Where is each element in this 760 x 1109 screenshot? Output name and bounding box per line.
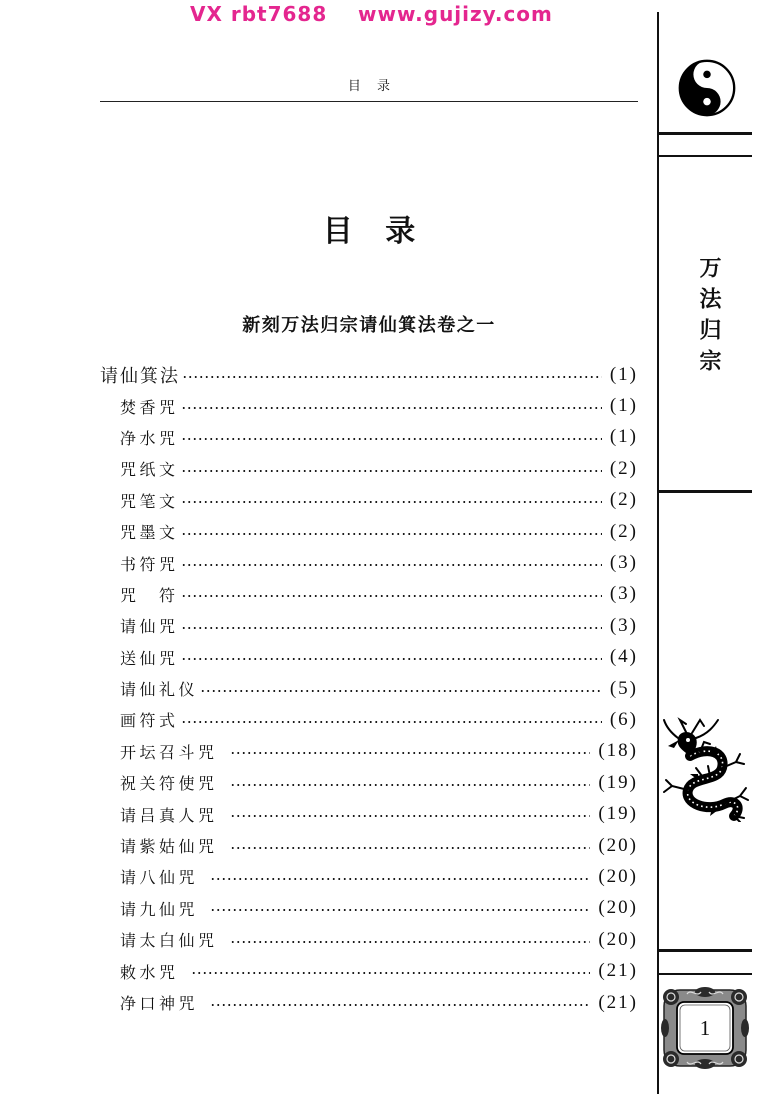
toc-entry-page: (20) bbox=[598, 928, 638, 950]
toc-entry bbox=[100, 924, 636, 955]
toc-entry-label: 请吕真人咒 bbox=[120, 805, 218, 825]
dot-leader bbox=[181, 594, 602, 598]
toc-entry bbox=[100, 955, 636, 986]
dot-leader bbox=[210, 877, 590, 881]
toc-entry bbox=[100, 547, 636, 578]
toc-entry-page: (2) bbox=[609, 489, 638, 511]
toc-entry-page: (2) bbox=[609, 457, 638, 479]
toc-entry-label: 咒墨文 bbox=[120, 523, 179, 543]
panel-divider bbox=[658, 490, 752, 493]
dot-leader bbox=[210, 1003, 590, 1007]
toc-entry-page: (1) bbox=[609, 395, 638, 417]
toc-entry bbox=[100, 830, 636, 861]
panel-divider bbox=[658, 132, 752, 135]
page-title: 目 录 bbox=[322, 214, 427, 249]
toc-entry-page: (3) bbox=[609, 583, 638, 605]
dot-leader bbox=[181, 532, 602, 536]
toc-entry-label: 敕水咒 bbox=[120, 962, 179, 982]
toc-entry-page: (1) bbox=[609, 363, 638, 385]
toc-entry-page: (3) bbox=[609, 552, 638, 574]
toc-entry-label: 请太白仙咒 bbox=[120, 931, 218, 951]
toc-entry bbox=[100, 987, 636, 1018]
toc-entry-page: (6) bbox=[609, 708, 638, 730]
toc-chapter-entry bbox=[100, 359, 636, 390]
toc-entry-label: 请仙礼仪 bbox=[120, 680, 199, 700]
toc-entry bbox=[100, 485, 636, 516]
toc-entry-page: (19) bbox=[598, 771, 638, 793]
toc-entry-label: 请紫姑仙咒 bbox=[120, 837, 218, 857]
toc-entry bbox=[100, 767, 636, 798]
toc-entry-label: 请仙箕法 bbox=[100, 365, 180, 387]
toc-entry bbox=[100, 673, 636, 704]
toc-entry-page: (18) bbox=[598, 740, 638, 762]
panel-divider bbox=[658, 155, 752, 157]
dot-leader bbox=[181, 500, 602, 504]
toc-entry bbox=[100, 390, 636, 421]
toc-entry-page: (21) bbox=[598, 960, 638, 982]
dot-leader bbox=[181, 563, 602, 567]
toc-list bbox=[100, 359, 636, 1018]
toc-entry bbox=[100, 798, 636, 829]
toc-entry-page: (21) bbox=[598, 991, 638, 1013]
toc-entry-page: (3) bbox=[609, 614, 638, 636]
watermark-contact: VX rbt7688 bbox=[190, 2, 328, 26]
header-rule bbox=[100, 101, 638, 102]
panel-divider bbox=[658, 973, 752, 975]
dot-leader bbox=[181, 657, 602, 661]
toc-entry bbox=[100, 893, 636, 924]
toc-entry-page: (5) bbox=[609, 677, 638, 699]
toc-entry-label: 咒纸文 bbox=[120, 460, 179, 480]
toc-entry bbox=[100, 642, 636, 673]
dot-leader bbox=[191, 971, 591, 975]
toc-entry-label: 净口神咒 bbox=[120, 994, 199, 1013]
dragon-icon bbox=[660, 716, 750, 822]
panel-divider bbox=[658, 949, 752, 952]
dot-leader bbox=[181, 437, 602, 441]
toc-entry-page: (1) bbox=[609, 426, 638, 448]
toc-entry-label: 送仙咒 bbox=[120, 648, 179, 668]
toc-entry bbox=[100, 704, 636, 735]
toc-entry-label: 请九仙咒 bbox=[120, 899, 199, 919]
dot-leader bbox=[210, 908, 590, 912]
toc-entry-label: 请八仙咒 bbox=[120, 868, 199, 888]
toc-entry-label: 焚香咒 bbox=[120, 397, 179, 417]
dot-leader bbox=[181, 406, 602, 410]
dot-leader bbox=[230, 940, 591, 944]
toc-entry bbox=[100, 736, 636, 767]
page-number: 1 bbox=[699, 1015, 711, 1040]
yin-yang-icon bbox=[677, 58, 737, 118]
toc-entry-page: (2) bbox=[609, 520, 638, 542]
toc-entry-label: 请仙咒 bbox=[120, 617, 179, 637]
dot-leader bbox=[181, 626, 602, 630]
dot-leader bbox=[181, 469, 602, 473]
dot-leader bbox=[230, 751, 591, 755]
watermark-website: www.gujizy.com bbox=[358, 2, 553, 26]
toc-entry-label: 咒 符 bbox=[120, 585, 179, 605]
toc-entry bbox=[100, 516, 636, 547]
dot-leader bbox=[200, 689, 602, 693]
toc-entry-page: (20) bbox=[598, 897, 638, 919]
dot-leader bbox=[230, 846, 591, 850]
dot-leader bbox=[230, 814, 591, 818]
toc-entry-page: (4) bbox=[609, 646, 638, 668]
toc-entry bbox=[100, 861, 636, 892]
toc-entry-page: (19) bbox=[598, 803, 638, 825]
dot-leader bbox=[182, 375, 602, 379]
toc-entry bbox=[100, 422, 636, 453]
side-panel-rule bbox=[657, 12, 659, 1094]
book-title-vertical: 万法归宗 bbox=[696, 256, 721, 380]
toc-entry-label: 净水咒 bbox=[120, 428, 179, 448]
toc-entry-label: 书符咒 bbox=[120, 554, 179, 574]
running-header: 目 录 bbox=[347, 79, 397, 94]
toc-entry-label: 祝关符使咒 bbox=[120, 774, 218, 794]
toc-entry bbox=[100, 610, 636, 641]
toc-entry-label: 开坛召斗咒 bbox=[120, 742, 218, 762]
toc-entry-page: (20) bbox=[598, 865, 638, 887]
dot-leader bbox=[230, 783, 591, 787]
toc-entry bbox=[100, 579, 636, 610]
toc-entry-page: (20) bbox=[598, 834, 638, 856]
toc-entry-label: 咒笔文 bbox=[120, 491, 179, 511]
toc-entry-label: 画符式 bbox=[120, 711, 179, 731]
section-title: 新刻万法归宗请仙箕法卷之一 bbox=[242, 315, 496, 336]
toc-entry bbox=[100, 453, 636, 484]
dot-leader bbox=[181, 720, 602, 724]
